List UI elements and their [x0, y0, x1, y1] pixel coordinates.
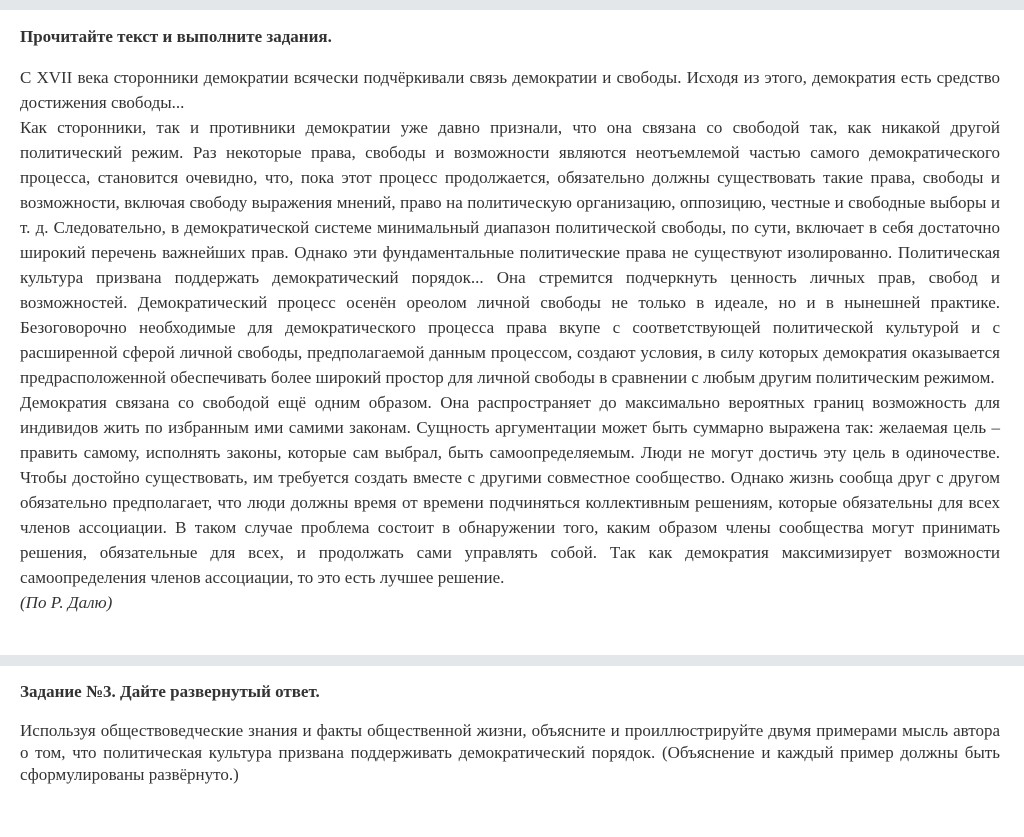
- task-text: Используя обществоведческие знания и факты общественной жизни, объясните и проиллюстрируйте двумя примерами мысль автора о том, что политическая культура призвана поддерживать демократический порядок. (Объяснение и каждый пример должны быть сформулированы развёрнуто.): [20, 721, 1000, 784]
- task-card: [0, 666, 1024, 837]
- reading-author: (По Р. Далю): [20, 593, 113, 612]
- reading-card: [0, 10, 1024, 655]
- top-strip: [0, 0, 1024, 10]
- reading-instruction: Прочитайте текст и выполните задания.: [20, 27, 332, 46]
- reading-paragraph-3: Демократия связана со свободой ещё одним образом. Она распространяет до максимально вероятных границ возможность для индивидов жить по избранным ими самими законам. Сущность аргументации может быть суммарно выражена так: желаемая цель – править самому, исполнять законы, которые сам выбрал, быть самоопределяемым. Люди не могут достичь эту цель в одиночестве. Чтобы достойно существовать, им требуется создать вместе с другими совместное сообщество. Однако жизнь сообща друг с другом обязательно предполагает, что люди должны время от времени подчиняться коллективным решениям, которые обязательны для всех членов ассоциации. В таком случае проблема состоит в обнаружении того, каким образом члены сообщества могут принимать решения, обязательные для всех, и продолжать сами управлять собой. Так как демократия максимизирует возможности самоопределения членов ассоциации, то это есть лучшее решение.: [20, 393, 1000, 587]
- task-title: Задание №3. Дайте развернутый ответ.: [20, 682, 320, 701]
- card-separator: [0, 655, 1024, 666]
- reading-paragraph-1: С XVII века сторонники демократии всячески подчёркивали связь демократии и свободы. Исходя из этого, демократия есть средство достижения свободы...: [20, 68, 1000, 112]
- reading-paragraph-2: Как сторонники, так и противники демократии уже давно признали, что она связана со свободой так, как никакой другой политический режим. Раз некоторые права, свободы и возможности являются неотъемлемой частью самого демократического процесса, становится очевидно, что, пока этот процесс продолжается, обязательно должны существовать такие права, свободы и возможности, включая свободу выражения мнений, право на политическую организацию, оппозицию, честные и свободные выборы и т. д. Следовательно, в демократической системе минимальный диапазон политической свободы, по сути, включает в себя достаточно широкий перечень важнейших прав. Однако эти фундаментальные политические права не существуют изолированно. Политическая культура призвана поддержать демократический порядок... Она стремится подчеркнуть ценность личных прав, свобод и возможностей. Демократический процесс осенён ореолом личной свободы не только в идеале, но и в нынешней практике. Безоговорочно необходимые для демократического процесса права вкупе с соответствующей политической культурой и с расширенной сферой личной свободы, предполагаемой данным процессом, создают условия, в силу которых демократия оказывается предрасположенной обеспечивать более широкий простор для личной свободы в сравнении с любым другим политическим режимом.: [20, 118, 1000, 387]
